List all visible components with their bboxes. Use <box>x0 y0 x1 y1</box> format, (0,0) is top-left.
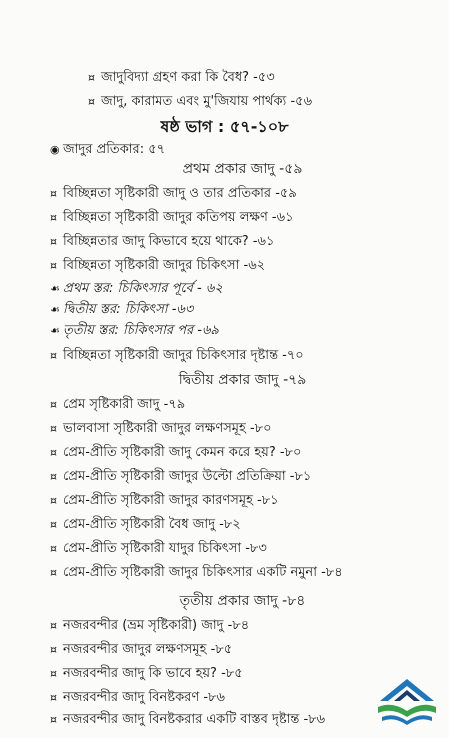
toc-entry: ¤ বিচ্ছিন্নতা সৃষ্টিকারী জাদু ও তার প্রতিকার -৫৯ <box>50 184 297 204</box>
toc-entry: ¤ বিচ্ছিন্নতা সৃষ্টিকারী জাদুর চিকিৎসা -৬২ <box>50 256 265 276</box>
bullet-icon: ¤ <box>50 259 57 272</box>
sub-heading: তৃতীয় প্রকার জাদু -৮৪ <box>179 593 306 609</box>
toc-subentry: ☙ প্রথম স্তর: চিকিৎসার পূর্বে - ৬২ <box>50 279 223 299</box>
bullet-icon: ¤ <box>50 422 57 435</box>
chapter-icon: ◉ <box>50 143 60 156</box>
toc-entry: ¤ বিচ্ছিন্নতা সৃষ্টিকারী জাদুর কতিপয় লক্ষণ -৬১ <box>50 208 294 228</box>
leaf-icon: ☙ <box>50 303 60 316</box>
toc-entry: ¤ নজরবন্দীর জাদু কি ভাবে হয়? -৮৫ <box>50 664 243 684</box>
bullet-icon: ¤ <box>50 349 57 362</box>
bullet-icon: ¤ <box>50 667 57 680</box>
toc-entry: ¤ প্রেম-প্রীতি সৃষ্টিকারী জাদুর চিকিৎসার একটি নমুনা -৮৪ <box>50 563 343 583</box>
chapter-entry: ◉ জাদুর প্রতিকার: ৫৭ <box>50 140 165 160</box>
bullet-icon: ¤ <box>50 542 57 555</box>
toc-subentry: ☙ তৃতীয় স্তর: চিকিৎসার পর -৬৯ <box>50 321 219 341</box>
leaf-icon: ☙ <box>50 282 60 295</box>
sub-heading: দ্বিতীয় প্রকার জাদু -৭৯ <box>178 372 307 388</box>
bullet-icon: ¤ <box>50 713 57 726</box>
toc-entry: ¤ ভালবাসা সৃষ্টিকারী জাদুর লক্ষণসমূহ -৮০ <box>50 419 272 439</box>
toc-entry: ¤ প্রেম-প্রীতি সৃষ্টিকারী যাদুর চিকিৎসা -৮৩ <box>50 539 267 559</box>
bullet-icon: ¤ <box>88 95 95 108</box>
section-heading: ষষ্ঠ ভাগ : ৫৭-১০৮ <box>160 117 289 136</box>
toc-entry: ¤ প্রেম সৃষ্টিকারী জাদু -৭৯ <box>50 395 185 415</box>
toc-subentry: ☙ দ্বিতীয় স্তর: চিকিৎসা -৬৩ <box>50 300 193 320</box>
bullet-icon: ¤ <box>50 235 57 248</box>
toc-entry: ¤ প্রেম-প্রীতি সৃষ্টিকারী জাদুর কারণসমূহ -৮১ <box>50 491 279 511</box>
bullet-icon: ¤ <box>50 566 57 579</box>
bullet-icon: ¤ <box>50 691 57 704</box>
toc-entry: ¤ নজরবন্দীর জাদু বিনষ্টকরার একটি বাস্তব দৃষ্টান্ত -৮৬ <box>50 710 325 730</box>
bullet-icon: ¤ <box>50 470 57 483</box>
toc-entry: ¤ জাদুবিদ্যা গ্রহণ করা কি বৈধ? -৫৩ <box>88 68 275 88</box>
bullet-icon: ¤ <box>50 619 57 632</box>
toc-entry: ¤ নজরবন্দীর জাদু বিনষ্টকরণ -৮৬ <box>50 688 225 708</box>
bullet-icon: ¤ <box>50 398 57 411</box>
leaf-icon: ☙ <box>50 324 60 337</box>
bullet-icon: ¤ <box>50 518 57 531</box>
bullet-icon: ¤ <box>88 71 95 84</box>
toc-entry: ¤ প্রেম-প্রীতি সৃষ্টিকারী জাদুর উল্টো প্রতিক্রিয়া -৮১ <box>50 467 311 487</box>
bullet-icon: ¤ <box>50 643 57 656</box>
bullet-icon: ¤ <box>50 494 57 507</box>
toc-entry: ¤ নজরবন্দীর (ভ্রম সৃষ্টিকারী) জাদু -৮৪ <box>50 616 249 636</box>
toc-entry: ¤ বিচ্ছিন্নতার জাদু কিভাবে হয়ে থাকে? -৬১ <box>50 232 274 252</box>
logo-book-icon <box>378 705 436 717</box>
toc-entry: ¤ প্রেম-প্রীতি সৃষ্টিকারী বৈধ জাদু -৮২ <box>50 515 241 535</box>
publisher-logo-icon <box>372 677 442 727</box>
bullet-icon: ¤ <box>50 187 57 200</box>
toc-entry: ¤ বিচ্ছিন্নতা সৃষ্টিকারী জাদুর চিকিৎসার দৃষ্টান্ত -৭০ <box>50 346 304 366</box>
sub-heading: প্রথম প্রকার জাদু -৫৯ <box>182 161 303 177</box>
bullet-icon: ¤ <box>50 446 57 459</box>
toc-entry: ¤ প্রেম-প্রীতি সৃষ্টিকারী জাদু কেমন করে হয়? -৮০ <box>50 443 301 463</box>
toc-entry: ¤ জাদু, কারামত এবং মু'জিযায় পার্থক্য -৫৬ <box>88 92 312 112</box>
toc-entry: ¤ নজরবন্দীর জাদুর লক্ষণসমূহ -৮৫ <box>50 640 232 660</box>
bullet-icon: ¤ <box>50 211 57 224</box>
